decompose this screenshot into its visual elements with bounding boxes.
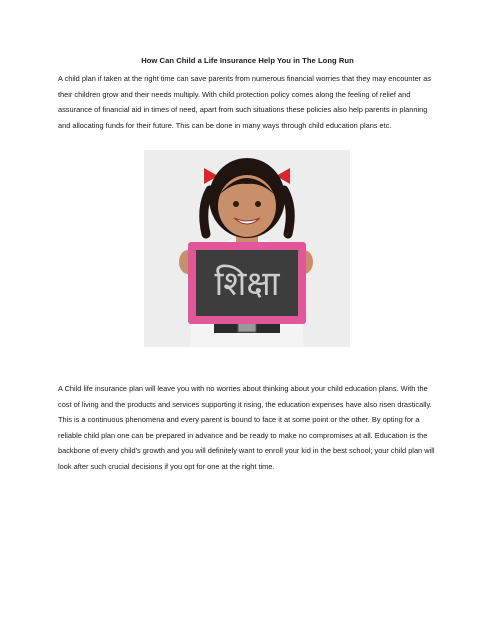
right-eye <box>255 201 261 207</box>
document-title: How Can Child a Life Insurance Help You in The Long Run <box>141 56 354 65</box>
child-photo <box>144 150 350 347</box>
slate-text: शिक्षा <box>214 264 280 304</box>
left-eye <box>233 201 239 207</box>
body-paragraph: A Child life insurance plan will leave you with no worries about thinking about your child education plans. With the cost of living and the products and services supporting it rising, the education expenses have also risen drastically. This is a continuous phenomena and every parent is bound to face it at some point or the other. By opting for a reliable child plan one can be prepared in advance and be ready to make no compromises at all. Education is the backbone of every child's growth and you will definitely want to enroll your kid in the best school; your child plan will look after such crucial decisions if you opt for one at the right time. <box>58 384 435 471</box>
intro-paragraph: A child plan if taken at the right time can save parents from numerous financial worries that they may encounter as their children grow and their needs multiply. With child protection policy comes along the feeling of relief and assurance of financial aid in times of need, apart from such situations these policies also help parents in planning and allocating funds for their future. This can be done in many ways through child education plans etc. <box>58 74 432 130</box>
face <box>218 175 276 237</box>
